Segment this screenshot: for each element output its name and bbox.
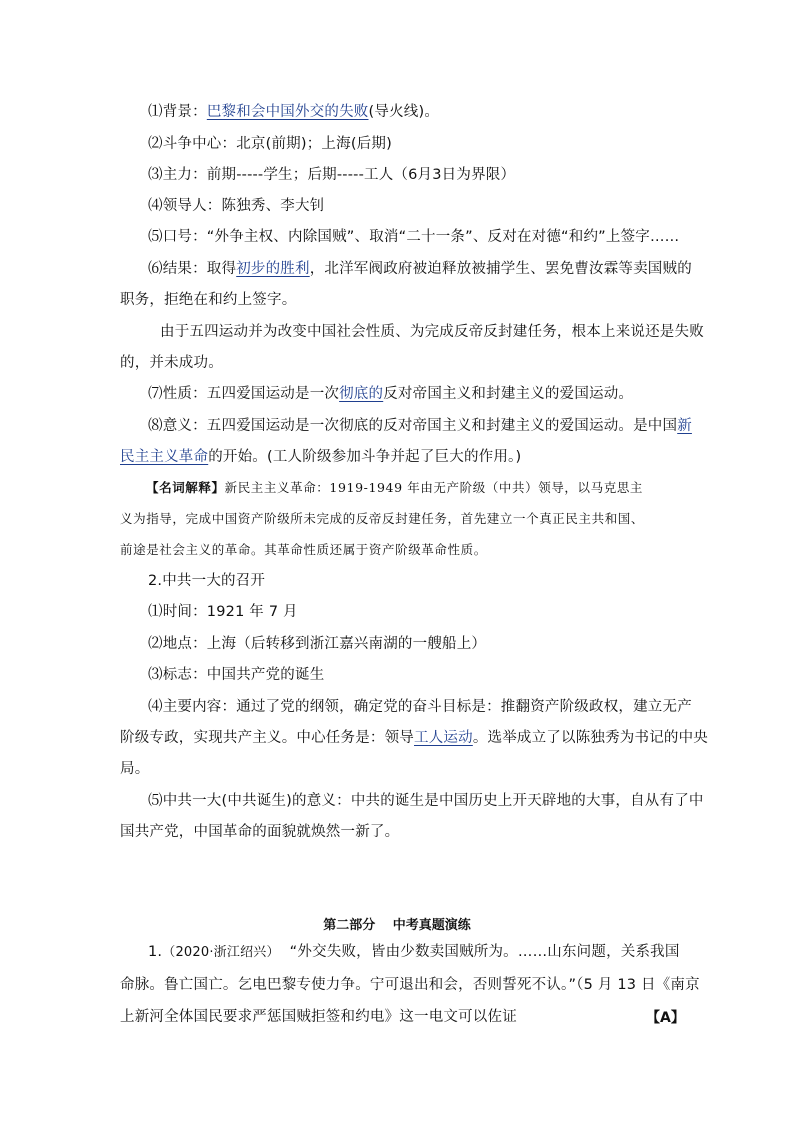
result-suffix: ，北洋军阀政府被迫释放被捕学生、罢免曹汝霖等卖国贼的: [309, 261, 692, 277]
significance-underlined-a: 新: [677, 418, 692, 434]
question-text1: “外交失败，皆由少数卖国贼所为。……山东问题，关系我国: [289, 944, 680, 960]
question-number: 1.: [148, 944, 163, 960]
center-item: ⑵斗争中心：北京(前期)；上海(后期): [148, 136, 392, 152]
background-item: [148, 102, 439, 122]
glossary-label: 【名词解释】: [146, 480, 225, 495]
question1-line2: 命脉。鲁亡国亡。乞电巴黎专使力争。宁可退出和会，否则誓死不认。”（5 月 13 日《南京: [120, 977, 700, 993]
background-label: ⑴背景：: [148, 104, 207, 120]
nature-underlined: 彻底的: [339, 386, 384, 402]
leaders-item: ⑷领导人：陈独秀、李大钊: [148, 198, 325, 214]
significance-prefix: ⑻意义：五四爱国运动是一次彻底的反对帝国主义和封建主义的爱国运动。是中国: [148, 418, 678, 434]
background-underlined: 巴黎和会中国外交的失败: [206, 104, 369, 120]
content-line1: ⑷主要内容：通过了党的纲领，确定党的奋斗目标是：推翻资产阶级政权，建立无产: [148, 699, 692, 715]
answer-badge: 【A】: [646, 1010, 685, 1026]
question-source: （2020·浙江绍兴）: [162, 945, 280, 960]
glossary-text1: 新民主主义革命：1919-1949 年由无产阶级（中共）领导，以马克思主: [224, 480, 644, 495]
nature-suffix: 反对帝国主义和封建主义的爱国运动。: [383, 386, 634, 402]
result-underlined: 初步的胜利: [236, 261, 310, 277]
note-line2: 的，并未成功。: [120, 355, 223, 371]
main-force-item: ⑶主力：前期-----学生；后期-----工人（6月3日为界限）: [148, 167, 516, 183]
question1-line1: [148, 942, 680, 963]
significance-item: [148, 416, 692, 436]
content-underlined: 工人运动: [414, 730, 473, 746]
content-line2: [120, 728, 708, 748]
note-line1: 由于五四运动并为改变中国社会性质、为完成反帝反封建任务，根本上来说还是失败: [160, 324, 704, 340]
question1-line3: 上新河全体国民要求严惩国贼拒签和约电》这一电文可以佐证: [120, 1009, 517, 1025]
glossary-line3: 前途是社会主义的革命。其革命性质还属于资产阶级革命性质。: [120, 542, 487, 557]
significance-underlined-b: 民主主义革命: [120, 449, 209, 465]
meaning-line2: 国共产党，中国革命的面貌就焕然一新了。: [120, 824, 400, 840]
meaning-line1: ⑸中共一大(中共诞生)的意义：中共的诞生是中国历史上开天辟地的大事，自从有了中: [148, 793, 704, 809]
content-line2-prefix: 阶级专政，实现共产主义。中心任务是：领导: [120, 730, 414, 746]
content-line3: 局。: [120, 761, 150, 777]
background-suffix: (导火线)。: [368, 104, 440, 120]
significance-suffix: 的开始。(工人阶级参加斗争并起了巨大的作用。): [208, 449, 522, 465]
place-item: ⑵地点：上海（后转移到浙江嘉兴南湖的一艘船上）: [148, 636, 487, 652]
glossary-line1: [146, 478, 643, 498]
section2-heading: 2.中共一大的召开: [148, 573, 266, 589]
result-prefix: ⑹结果：取得: [148, 261, 237, 277]
part2-title: 第二部分 中考真题演练: [323, 918, 471, 933]
nature-item: [148, 384, 633, 404]
result-item: [148, 259, 692, 279]
slogan-item: ⑸口号：“外争主权、内除国贼”、取消“二十一条”、反对在对德“和约”上签字……: [148, 229, 680, 245]
result-line2: 职务，拒绝在和约上签字。: [120, 292, 297, 308]
nature-prefix: ⑺性质：五四爱国运动是一次: [148, 386, 340, 402]
content-line2-suffix: 。选举成立了以陈独秀为书记的中央: [472, 730, 709, 746]
significance-line2: [120, 447, 521, 467]
symbol-item: ⑶标志：中国共产党的诞生: [148, 667, 325, 683]
glossary-line2: 义为指导，完成中国资产阶级所未完成的反帝反封建任务，首先建立一个真正民主共和国、: [120, 511, 645, 526]
time-item: ⑴时间：1921 年 7 月: [148, 604, 298, 620]
